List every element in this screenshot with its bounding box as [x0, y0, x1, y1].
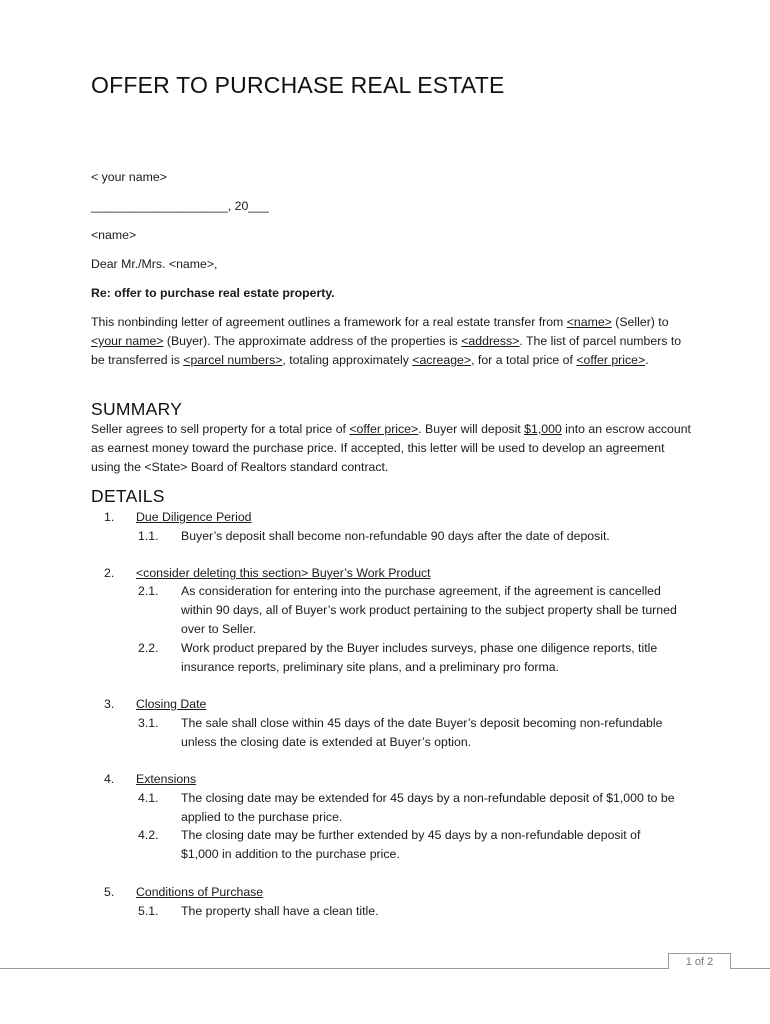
- details-heading: DETAILS: [91, 486, 165, 506]
- document-title: OFFER TO PURCHASE REAL ESTATE: [91, 72, 505, 98]
- sub-item-number: 2.2.: [138, 641, 159, 655]
- intro-text: . The list of parcel numbers to be transferred is: [91, 334, 682, 367]
- page-indicator: 1 of 2: [668, 953, 731, 969]
- summary-heading: SUMMARY: [91, 399, 183, 419]
- intro-paragraph: [91, 313, 691, 370]
- list-item-number: 4.: [104, 772, 115, 786]
- sender-name: < your name>: [91, 170, 167, 184]
- summary-text: Seller agrees to sell property for a total price of: [91, 422, 350, 436]
- seller-name-field: <name>: [566, 315, 612, 329]
- footer-divider: [730, 968, 770, 969]
- acreage-field: <acreage>: [412, 353, 472, 367]
- list-item-number: 5.: [104, 885, 115, 899]
- buyer-name-field: <your name>: [91, 334, 164, 348]
- intro-text: (Seller) to: [611, 315, 669, 329]
- sub-item-number: 3.1.: [138, 716, 159, 730]
- date-line: ____________________, 20___: [91, 199, 269, 213]
- sub-item-text: Buyer’s deposit shall become non-refundable 90 days after the date of deposit.: [181, 529, 610, 543]
- list-item-title: Conditions of Purchase: [136, 885, 264, 899]
- intro-text: .: [645, 353, 649, 367]
- sub-item-text: The closing date may be further extended by 45 days by a non-refundable deposit of $1,000 in addition to the purchase price.: [181, 828, 641, 861]
- sub-item-number: 4.2.: [138, 828, 159, 842]
- intro-text: , for a total price of: [471, 353, 577, 367]
- parcel-numbers-field: <parcel numbers>: [183, 353, 283, 367]
- offer-price-field: <offer price>: [576, 353, 646, 367]
- address-field: <address>: [461, 334, 520, 348]
- list-item-number: 1.: [104, 510, 115, 524]
- intro-text: This nonbinding letter of agreement outlines a framework for a real estate transfer from: [91, 315, 567, 329]
- sub-item-number: 5.1.: [138, 904, 159, 918]
- sub-item-number: 1.1.: [138, 529, 159, 543]
- summary-text: into an escrow account as earnest money toward the purchase price. If accepted, this letter will be used to develop an agreement using the <State> Board of Realtors standard contract.: [91, 422, 691, 474]
- sub-item-number: 2.1.: [138, 584, 159, 598]
- summary-paragraph: [91, 420, 691, 477]
- sub-item-text: Work product prepared by the Buyer includes surveys, phase one diligence reports, title insurance reports, preliminary site plans, and a preliminary pro forma.: [181, 641, 658, 674]
- intro-text: , totaling approximately: [282, 353, 413, 367]
- summary-offer-price-field: <offer price>: [349, 422, 419, 436]
- sub-item-number: 4.1.: [138, 791, 159, 805]
- list-item-number: 3.: [104, 697, 115, 711]
- list-item-title: Closing Date: [136, 697, 207, 711]
- list-item-number: 2.: [104, 566, 115, 580]
- footer-divider: [0, 968, 668, 969]
- list-item-title: <consider deleting this section> Buyer’s Work Product: [136, 566, 431, 580]
- sub-item-text: The sale shall close within 45 days of the date Buyer’s deposit becoming non-refundable unless the closing date is extended at Buyer’s option.: [181, 716, 663, 749]
- salutation: Dear Mr./Mrs. <name>,: [91, 257, 218, 271]
- summary-text: . Buyer will deposit: [418, 422, 525, 436]
- sub-item-text: The closing date may be extended for 45 days by a non-refundable deposit of $1,000 to be applied to the purchase price.: [181, 791, 675, 824]
- subject-line: Re: offer to purchase real estate property.: [91, 286, 335, 300]
- list-item-title: Due Diligence Period: [136, 510, 252, 524]
- intro-text: (Buyer). The approximate address of the properties is: [163, 334, 462, 348]
- recipient-name: <name>: [91, 228, 137, 242]
- deposit-amount-field: $1,000: [524, 422, 562, 436]
- sub-item-text: As consideration for entering into the purchase agreement, if the agreement is cancelled within 90 days, all of Buyer’s work product pertaining to the subject property shall be turned over to Seller.: [181, 584, 677, 636]
- sub-item-text: The property shall have a clean title.: [181, 904, 379, 918]
- list-item-title: Extensions: [136, 772, 197, 786]
